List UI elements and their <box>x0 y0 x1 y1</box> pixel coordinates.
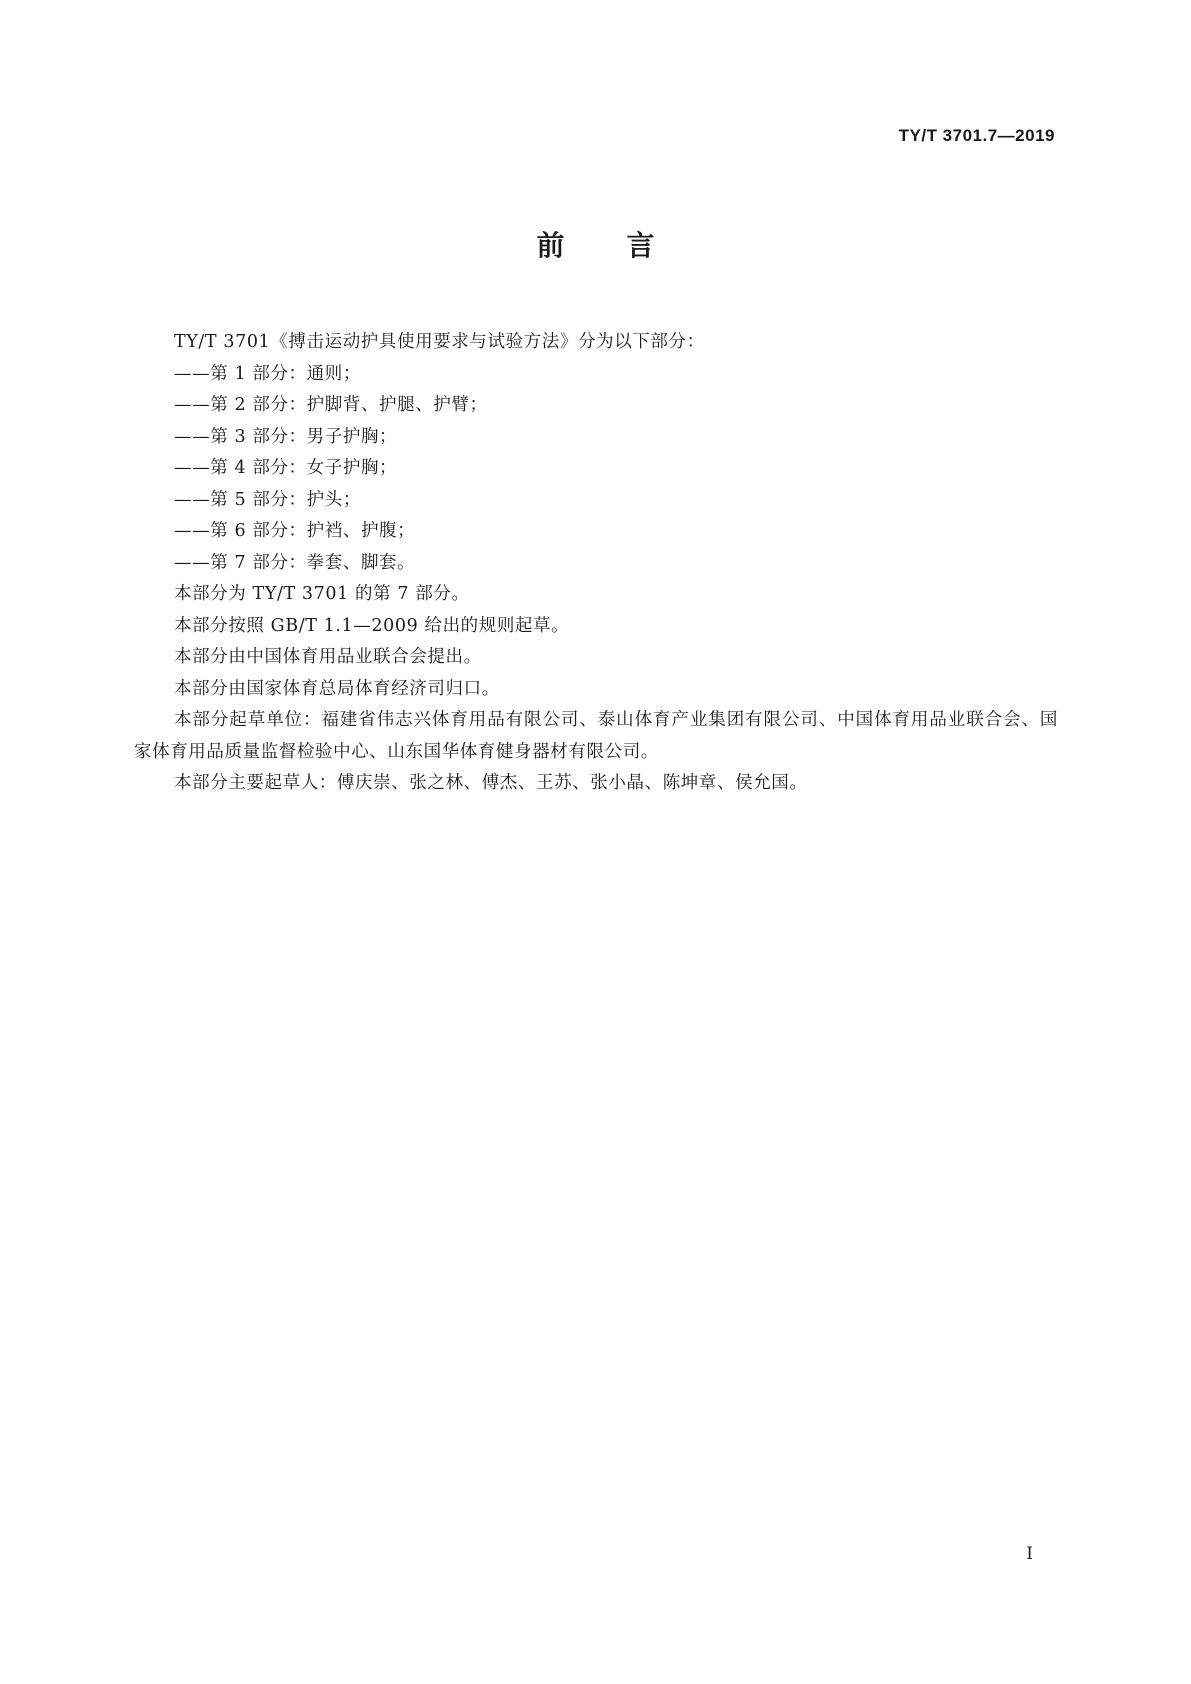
standard-code: TY/T 3701.7—2019 <box>898 126 1055 145</box>
proposer: 本部分由中国体育用品业联合会提出。 <box>174 647 482 667</box>
administrator: 本部分由国家体育总局体育经济司归口。 <box>174 678 500 699</box>
list-item-part-4: ——第 4 部分：女子护胸； <box>174 458 398 478</box>
list-item-part-7: ——第 7 部分：拳套、脚套。 <box>174 552 416 573</box>
main-drafters: 本部分主要起草人：傅庆崇、张之林、傅杰、王苏、张小晶、陈坤章、侯允国。 <box>174 773 808 793</box>
part-statement: 本部分为 TY/T 3701 的第 7 部分。 <box>174 584 470 604</box>
drafting-rules: 本部分按照 GB/T 1.1—2009 给出的规则起草。 <box>174 615 570 636</box>
intro-paragraph: TY/T 3701《搏击运动护具使用要求与试验方法》分为以下部分： <box>174 332 705 352</box>
list-item-part-3: ——第 3 部分：男子护胸； <box>174 426 398 447</box>
list-item-part-6: ——第 6 部分：护裆、护腹； <box>174 521 416 541</box>
list-item-part-1: ——第 1 部分：通则； <box>174 363 361 384</box>
foreword-body <box>134 327 1058 800</box>
page-number: I <box>1026 1544 1033 1564</box>
drafting-units: 本部分起草单位：福建省伟志兴体育用品有限公司、泰山体育产业集团有限公司、中国体育用品业联合会、国家体育用品质量监督检验中心、山东国华体育健身器材有限公司。 <box>134 710 1058 762</box>
page-title: 前言 <box>536 229 717 262</box>
list-item-part-5: ——第 5 部分：护头； <box>174 489 361 510</box>
list-item-part-2: ——第 2 部分：护脚背、护腿、护臂； <box>174 395 488 415</box>
